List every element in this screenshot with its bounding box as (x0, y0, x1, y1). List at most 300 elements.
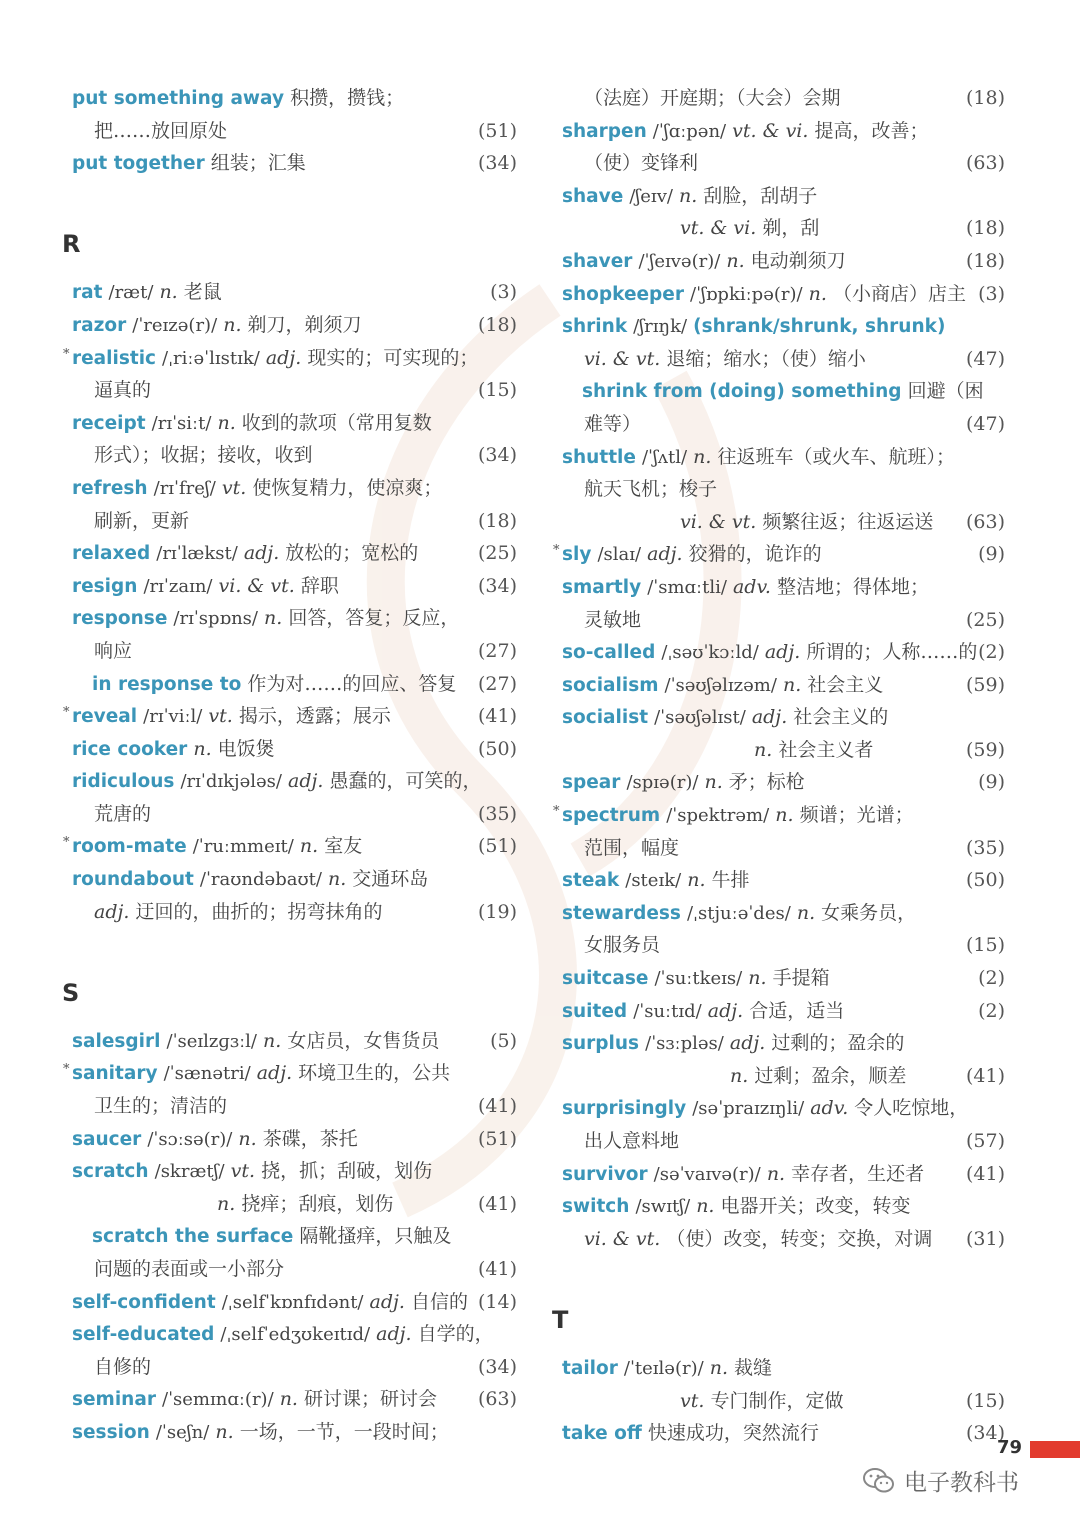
section-gap (72, 180, 517, 213)
glossary-entry (562, 995, 1005, 1028)
definition: 荒唐的 (94, 802, 152, 825)
headword: ridiculous (72, 771, 175, 793)
headword: self-confident (72, 1291, 216, 1313)
headword: shaver (562, 250, 633, 272)
part-of-speech: n. (238, 1127, 257, 1150)
headword: take off (562, 1423, 642, 1445)
definition: 快速成功，突然流行 (647, 1422, 819, 1445)
page-reference: (51) (477, 835, 517, 858)
part-of-speech: adj. (707, 999, 744, 1022)
definition: 所谓的；人称……的 (806, 641, 978, 664)
headword: receipt (72, 412, 146, 434)
headword: so-called (562, 642, 656, 664)
page-reference: (34) (477, 574, 517, 597)
definition: 范围，幅度 (584, 836, 680, 859)
page-reference: (27) (477, 672, 517, 695)
phonetic: /skrætʃ/ (154, 1161, 225, 1183)
entry-continuation (562, 408, 1005, 441)
glossary-entry (72, 1383, 517, 1416)
phonetic: /ˈsænətri/ (163, 1063, 251, 1085)
phonetic: /ˈraʊndəbaʊt/ (199, 869, 322, 891)
definition: 频谱；光谱； (799, 804, 914, 827)
definition: 往返班车（或火车、航班）； (717, 445, 955, 468)
part-of-speech: vi. & vt. (680, 510, 757, 533)
headword: sanitary (72, 1063, 158, 1085)
definition: 问题的表面或一小部分 (94, 1258, 285, 1280)
part-of-speech: vi. & vt. (584, 1227, 661, 1250)
phonetic: /ˈreɪzə(r)/ (132, 314, 218, 336)
glossary-entry (562, 766, 1005, 799)
part-of-speech: adj. (369, 1290, 405, 1313)
page-reference: (31) (965, 1227, 1005, 1250)
headword: socialist (562, 707, 649, 729)
headword: shopkeeper (562, 283, 684, 305)
glossary-entry (72, 863, 517, 896)
phonetic: /ˈsɜːpləs/ (645, 1033, 724, 1055)
new-word-marker: * (553, 804, 560, 820)
entry-continuation (562, 147, 1005, 180)
definition: 裁缝 (734, 1356, 773, 1379)
part-of-speech: vi. & vt. (584, 347, 661, 370)
entry-continuation (562, 1385, 1005, 1418)
definition: （小商店）店主 (832, 282, 966, 305)
part-of-speech: n. (775, 804, 794, 827)
definition: 放松的；宽松的 (285, 542, 419, 565)
section-letter: R (62, 230, 81, 259)
phonetic: /ˈseɪlzɡɜːl/ (166, 1030, 257, 1052)
phonetic: /ˌsəʊˈkɔːld/ (661, 642, 759, 664)
part-of-speech: adj. (256, 1062, 293, 1085)
definition: 社会主义 (807, 673, 884, 696)
page-reference: (15) (477, 379, 517, 402)
headword: put together (72, 153, 205, 175)
phonetic: /rɪˈspɒns/ (173, 608, 258, 630)
phonetic: /rɪˈfreʃ/ (153, 477, 216, 499)
glossary-entry (562, 864, 1005, 897)
phonetic: /rɪˈzaɪn/ (143, 575, 213, 597)
page-number-bar (1030, 1441, 1080, 1458)
part-of-speech: n. (808, 282, 827, 305)
page-reference: (18) (965, 249, 1005, 272)
headword: resign (72, 575, 138, 597)
page-reference: (18) (965, 87, 1005, 109)
entry-continuation (562, 1125, 1005, 1158)
section-gap (562, 1255, 1005, 1288)
right-column (552, 82, 1005, 1450)
definition: 把……放回原处 (94, 119, 228, 142)
definition: 交通环岛 (352, 868, 429, 891)
page-reference: (34) (477, 1355, 517, 1378)
entry-continuation (72, 1351, 517, 1384)
definition: 现实的；可实现的； (307, 346, 479, 369)
phonetic: /rɪˈsiːt/ (151, 412, 212, 434)
part-of-speech: n. (217, 1192, 236, 1215)
page-reference: (63) (477, 1388, 517, 1411)
definition: 卫生的；清洁的 (94, 1095, 228, 1118)
page-reference: (3) (490, 281, 517, 304)
definition: 逼真的 (94, 379, 152, 402)
glossary-entry (72, 765, 517, 798)
headword: response (72, 608, 168, 630)
entry-continuation (562, 734, 1005, 767)
definition: 女乘务员， (821, 901, 917, 924)
part-of-speech: n. (159, 281, 178, 304)
glossary-entry (562, 1352, 1005, 1385)
part-of-speech: n. (687, 869, 706, 892)
page-reference: (3) (978, 282, 1005, 305)
entry-continuation (72, 635, 517, 668)
definition: （使）变锋利 (584, 152, 699, 175)
part-of-speech: vt. (230, 1160, 256, 1183)
headword: salesgirl (72, 1030, 161, 1052)
headword: put something away (72, 88, 285, 109)
definition: 航天飞机；梭子 (584, 478, 718, 501)
definition: 专门制作，定做 (710, 1389, 844, 1412)
glossary-entry (63, 830, 517, 863)
definition: 手提箱 (772, 967, 830, 990)
page-reference: (41) (965, 1064, 1005, 1087)
page-reference: (41) (477, 705, 517, 728)
definition: 形式）；收据；接收，收到 (94, 444, 313, 467)
headword: in response to (92, 673, 242, 695)
new-word-marker: * (63, 346, 70, 362)
headword: sly (562, 544, 592, 566)
part-of-speech: n. (279, 1388, 298, 1411)
part-of-speech: vt. & vi. (732, 119, 809, 142)
headword: suitcase (562, 968, 649, 990)
definition: 环境卫生的，公共 (298, 1062, 451, 1085)
glossary-entry (562, 962, 1005, 995)
glossary-entry (562, 571, 1005, 604)
page-reference: (18) (965, 217, 1005, 240)
headword: spear (562, 772, 621, 794)
page-reference: (63) (965, 510, 1005, 533)
part-of-speech: n. (704, 771, 723, 794)
definition: 室友 (324, 835, 363, 858)
definition: 使恢复精力，使凉爽； (252, 476, 443, 499)
left-column (62, 82, 517, 1449)
page-reference: (19) (477, 900, 517, 923)
phonetic: /ˈsuːtkeɪs/ (654, 968, 743, 990)
headword: reveal (72, 706, 138, 728)
glossary-entry (72, 1155, 517, 1188)
entry-continuation (562, 929, 1005, 962)
entry-continuation (562, 832, 1005, 865)
definition: 电动剃须刀 (750, 249, 846, 272)
entry-continuation (72, 798, 517, 831)
glossary-entry (562, 310, 1005, 343)
part-of-speech: n. (693, 445, 712, 468)
part-of-speech: adv. (810, 1097, 849, 1120)
part-of-speech: adj. (243, 542, 280, 565)
headword: relaxed (72, 543, 151, 565)
part-of-speech: adv. (732, 575, 771, 598)
section-letter: S (62, 978, 80, 1007)
definition: 隔靴搔痒，只触及 (299, 1225, 452, 1248)
definition: 自修的 (94, 1355, 152, 1378)
glossary-entry (72, 1318, 517, 1351)
phonetic: /ˌselfˈedʒʊkeɪtɪd/ (220, 1324, 371, 1346)
definition: 过剩的；盈余的 (771, 1032, 905, 1055)
entry-continuation (72, 505, 517, 538)
definition: 剃刀，剃须刀 (247, 313, 362, 336)
page-reference: (27) (477, 639, 517, 662)
definition: 响应 (94, 639, 133, 662)
definition: 出人意料地 (584, 1130, 680, 1152)
definition: 茶碟，茶托 (262, 1127, 358, 1150)
phonetic: /ˈsmɑːtli/ (647, 576, 727, 598)
headword: shrink from (doing) something (582, 381, 902, 403)
definition: 组装；汇集 (210, 152, 306, 175)
page-reference: (15) (965, 934, 1005, 957)
glossary-entry (553, 799, 1005, 832)
glossary-entry (72, 668, 517, 701)
page-reference: (57) (965, 1130, 1005, 1152)
glossary-entry (72, 1123, 517, 1156)
glossary-entry (72, 407, 517, 440)
section-letter: T (552, 1305, 569, 1334)
part-of-speech: n. (726, 249, 745, 272)
page-reference: (34) (477, 152, 517, 175)
definition: 社会主义的 (793, 706, 889, 729)
entry-continuation (562, 1060, 1005, 1093)
phonetic: /ˈsɔːsə(r)/ (147, 1128, 233, 1150)
phonetic: /ˈʃeɪvə(r)/ (638, 250, 721, 272)
page-reference: (25) (477, 542, 517, 565)
glossary-entry (72, 472, 517, 505)
definition: 整洁地；得体地； (777, 575, 930, 598)
glossary-entry (72, 1286, 517, 1319)
headword: shuttle (562, 446, 636, 468)
glossary-entry (72, 1025, 517, 1058)
phonetic: /ræt/ (108, 282, 154, 304)
page-reference: (50) (965, 869, 1005, 892)
phonetic: /ˈʃʌtl/ (641, 446, 688, 468)
entry-continuation (562, 473, 1005, 506)
definition: 提高，改善； (814, 119, 929, 142)
page-reference: (35) (477, 802, 517, 825)
page-reference: (34) (477, 444, 517, 467)
definition: （法庭）开庭期；（大会）会期 (584, 87, 841, 109)
page-reference: (47) (965, 412, 1005, 435)
entry-continuation (72, 1253, 517, 1286)
definition: 剃，刮 (762, 217, 820, 240)
new-word-marker: * (63, 705, 70, 721)
part-of-speech: n. (327, 868, 347, 891)
page-reference: (14) (477, 1290, 517, 1313)
part-of-speech: n. (766, 1162, 786, 1185)
headword: surplus (562, 1033, 640, 1055)
page-reference: (18) (477, 313, 517, 336)
entry-continuation (72, 374, 517, 407)
headword: stewardess (562, 902, 681, 924)
phonetic: /ˈteɪlə(r)/ (623, 1357, 704, 1379)
part-of-speech: n. (696, 1195, 715, 1218)
page-reference: (18) (477, 509, 517, 532)
part-of-speech: n. (709, 1356, 728, 1379)
headword: sharpen (562, 120, 647, 142)
definition: 矛；标枪 (728, 771, 805, 794)
definition: 自信的 (411, 1290, 469, 1313)
glossary-entry (72, 1220, 517, 1253)
definition: 积攒，攒钱； (290, 87, 405, 109)
headword: rat (72, 282, 103, 304)
page-reference: (34) (965, 1422, 1005, 1445)
part-of-speech: adj. (265, 346, 302, 369)
entry-continuation (562, 82, 1005, 115)
definition: 作为对……的回应、答复 (247, 672, 457, 695)
part-of-speech: n. (223, 313, 242, 336)
definition: 电器开关；改变，转变 (720, 1195, 911, 1218)
glossary-entry (72, 276, 517, 309)
phonetic: /rɪˈviːl/ (143, 706, 203, 728)
phonetic: /ˌriːəˈlɪstɪk/ (162, 347, 260, 369)
part-of-speech: adj. (751, 706, 788, 729)
part-of-speech: adj. (647, 543, 683, 566)
phonetic: /ʃeɪv/ (629, 185, 673, 207)
headword: steak (562, 870, 620, 892)
part-of-speech: vi. & vt. (218, 574, 295, 597)
headword: refresh (72, 477, 148, 499)
phonetic: /səˈpraɪzɪŋli/ (692, 1098, 805, 1120)
part-of-speech: n. (217, 411, 236, 434)
headword: seminar (72, 1389, 156, 1411)
phonetic: /ʃrɪŋk/ (633, 316, 688, 338)
phonetic: /səˈvaɪvə(r)/ (653, 1163, 761, 1185)
glossary-entry (562, 669, 1005, 702)
phonetic: /rɪˈdɪkjələs/ (180, 771, 282, 793)
part-of-speech: n. (215, 1420, 234, 1443)
definition: （使）改变，转变；交换，对调 (666, 1227, 933, 1250)
definition: 退缩；缩水；（使）缩小 (666, 347, 866, 370)
headword: self-educated (72, 1324, 215, 1346)
glossary-entry (562, 375, 1005, 408)
page-reference: (2) (978, 967, 1005, 990)
part-of-speech: n. (730, 1064, 749, 1087)
glossary-entry (63, 1057, 517, 1090)
new-word-marker: * (63, 835, 70, 851)
glossary-entry (562, 441, 1005, 474)
definition: 研讨课；研讨会 (304, 1388, 438, 1411)
page-reference: (41) (477, 1258, 517, 1280)
definition: 难等） (584, 412, 642, 435)
page-reference: (50) (477, 737, 517, 760)
headword: smartly (562, 576, 642, 598)
headword: saucer (72, 1128, 142, 1150)
phonetic: /ˈsemɪnɑː(r)/ (162, 1389, 274, 1411)
entry-continuation (562, 1223, 1005, 1256)
phonetic: /slaɪ/ (597, 544, 642, 566)
entry-continuation (562, 506, 1005, 539)
definition: 女服务员 (584, 934, 661, 957)
headword: survivor (562, 1163, 648, 1185)
definition: 迂回的，曲折的；拐弯抹角的 (135, 900, 383, 923)
headword: shrink (562, 316, 628, 338)
page-reference: (41) (477, 1095, 517, 1118)
headword: roundabout (72, 869, 194, 891)
part-of-speech: vt. & vi. (680, 217, 757, 240)
definition: 收到的款项（常用复数 (241, 411, 432, 434)
definition: 幸存者，生还者 (791, 1162, 925, 1185)
section-gap (72, 928, 517, 961)
inflections: (shrank/shrunk, shrunk) (693, 316, 946, 338)
glossary-entry (562, 1158, 1005, 1191)
entry-continuation (72, 1090, 517, 1123)
part-of-speech: adj. (764, 641, 801, 664)
page-reference: (59) (965, 673, 1005, 696)
part-of-speech: vt. (680, 1389, 705, 1412)
page-reference: (9) (978, 543, 1005, 566)
new-word-marker: * (63, 1062, 70, 1078)
definition: 社会主义者 (778, 738, 874, 761)
phonetic: /ˌstjuːəˈdes/ (686, 902, 791, 924)
headword: shave (562, 185, 624, 207)
page-reference: (51) (477, 1127, 517, 1150)
glossary-entry (562, 1190, 1005, 1223)
glossary-entry (562, 278, 1005, 311)
definition: 灵敏地 (584, 608, 642, 631)
page-reference: (9) (978, 771, 1005, 794)
new-word-marker: * (553, 543, 560, 559)
part-of-speech: n. (299, 835, 319, 858)
definition: 频繁往返；往返运送 (762, 510, 934, 533)
part-of-speech: n. (782, 673, 802, 696)
entry-continuation (562, 212, 1005, 245)
entry-continuation (562, 343, 1005, 376)
glossary-entry (562, 636, 1005, 669)
glossary-entry (72, 602, 517, 635)
brand-watermark (862, 1464, 1019, 1497)
page-reference: (25) (965, 608, 1005, 631)
page-reference: (63) (965, 152, 1005, 175)
phonetic: /ˈseʃn/ (155, 1421, 210, 1443)
phonetic: /ˈsəʊʃəlɪzəm/ (664, 674, 777, 696)
page-reference: (47) (965, 347, 1005, 370)
definition: 女店员，女售货员 (287, 1029, 440, 1052)
page-reference: (59) (965, 738, 1005, 761)
part-of-speech: vt. (221, 476, 247, 499)
definition: 电饭煲 (217, 737, 275, 760)
glossary-entry (562, 1092, 1005, 1125)
headword: session (72, 1421, 150, 1443)
glossary-entry (562, 897, 1005, 930)
phonetic: /rɪˈlækst/ (156, 543, 238, 565)
part-of-speech: vt. (208, 705, 233, 728)
definition: 牛排 (711, 869, 750, 892)
glossary-entry (72, 1416, 517, 1449)
entry-continuation (72, 439, 517, 472)
headword: room-mate (72, 836, 187, 858)
phonetic: /ˈruːmmeɪt/ (192, 836, 294, 858)
entry-continuation (72, 115, 517, 148)
entry-continuation (72, 1188, 517, 1221)
page-reference: (15) (965, 1389, 1005, 1412)
entry-continuation (562, 604, 1005, 637)
headword: tailor (562, 1357, 618, 1379)
definition: 令人吃惊地， (854, 1097, 969, 1120)
phonetic: /steɪk/ (625, 870, 682, 892)
part-of-speech: n. (193, 737, 212, 760)
brand-name: 电子教科书 (904, 1470, 1019, 1496)
page-reference: (51) (477, 119, 517, 142)
part-of-speech: n. (796, 901, 816, 924)
headword: razor (72, 314, 127, 336)
page-number: 79 (997, 1437, 1023, 1458)
glossary-entry (72, 537, 517, 570)
glossary-entry (562, 1027, 1005, 1060)
headword: realistic (72, 347, 156, 369)
part-of-speech: adj. (94, 900, 130, 923)
